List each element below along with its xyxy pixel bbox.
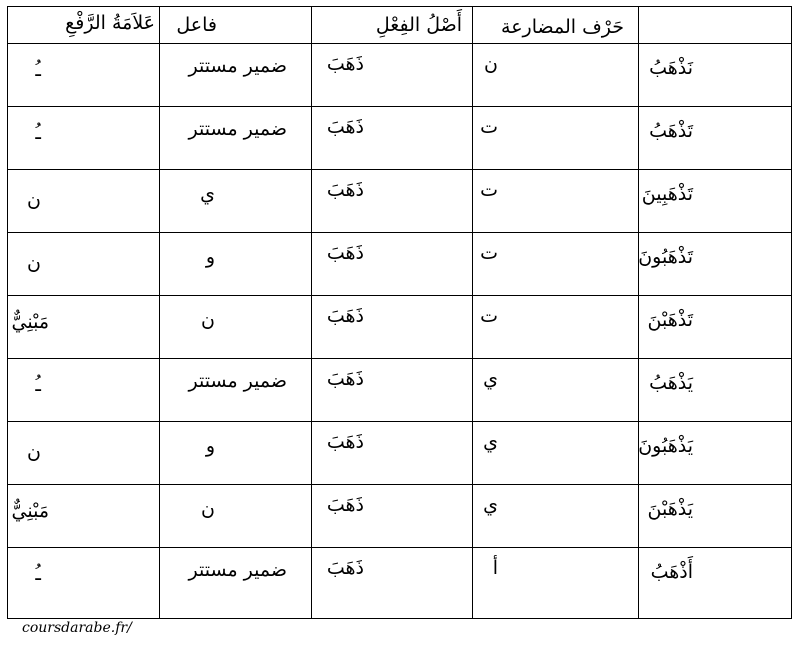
verb-cell: يَذْهَبُونَ xyxy=(639,422,792,485)
prefix-cell: ن xyxy=(473,44,639,107)
table-row xyxy=(8,548,792,619)
root-cell: ذَهَبَ xyxy=(312,107,473,170)
prefix-cell: ي xyxy=(473,422,639,485)
mark-cell: ـُ xyxy=(8,44,160,107)
verb-cell: أَذْهَبُ xyxy=(639,548,792,619)
mark-cell: ن xyxy=(8,170,160,233)
header-subject: فاعل xyxy=(160,7,312,44)
table-row xyxy=(8,170,792,233)
table-row xyxy=(8,485,792,548)
root-cell: ذَهَبَ xyxy=(312,296,473,359)
verb-cell: تَذْهَبِينَ xyxy=(639,170,792,233)
mark-cell: ن xyxy=(8,233,160,296)
subject-cell: ضمير مستتر xyxy=(160,44,312,107)
prefix-cell: ت xyxy=(473,233,639,296)
header-mark: عَلاَمَةُ الرَّفْعِ xyxy=(8,7,160,44)
verb-cell: تَذْهَبُ xyxy=(639,107,792,170)
header-prefix: حَرْف المضارعة xyxy=(473,7,639,44)
mark-cell: ـُ xyxy=(8,359,160,422)
mark-cell: مَبْنِيٌّ xyxy=(8,485,160,548)
verb-cell: تَذْهَبْنَ xyxy=(639,296,792,359)
subject-cell: و xyxy=(160,422,312,485)
root-cell: ذَهَبَ xyxy=(312,359,473,422)
prefix-cell: ت xyxy=(473,296,639,359)
site-credit: coursdarabe.fr/ xyxy=(22,620,132,636)
mark-cell: ـُ xyxy=(8,548,160,619)
prefix-cell: ي xyxy=(473,359,639,422)
subject-cell: و xyxy=(160,233,312,296)
subject-cell: ن xyxy=(160,296,312,359)
verb-cell: يَذْهَبْنَ xyxy=(639,485,792,548)
header-row xyxy=(8,7,792,44)
subject-cell: ي xyxy=(160,170,312,233)
verb-cell: نَذْهَبُ xyxy=(639,44,792,107)
mark-cell: ـُ xyxy=(8,107,160,170)
table-row xyxy=(8,233,792,296)
subject-cell: ضمير مستتر xyxy=(160,548,312,619)
table-row xyxy=(8,359,792,422)
header-verb xyxy=(639,7,792,44)
table-row xyxy=(8,422,792,485)
subject-cell: ن xyxy=(160,485,312,548)
root-cell: ذَهَبَ xyxy=(312,485,473,548)
root-cell: ذَهَبَ xyxy=(312,44,473,107)
subject-cell: ضمير مستتر xyxy=(160,359,312,422)
prefix-cell: ي xyxy=(473,485,639,548)
conjugation-table xyxy=(7,6,792,619)
table-row xyxy=(8,296,792,359)
mark-cell: ن xyxy=(8,422,160,485)
root-cell: ذَهَبَ xyxy=(312,422,473,485)
subject-cell: ضمير مستتر xyxy=(160,107,312,170)
root-cell: ذَهَبَ xyxy=(312,548,473,619)
header-root: أَصْلُ الفِعْلِ xyxy=(312,7,473,44)
verb-cell: يَذْهَبُ xyxy=(639,359,792,422)
table-row xyxy=(8,107,792,170)
table-row xyxy=(8,44,792,107)
mark-cell: مَبْنِيٌّ xyxy=(8,296,160,359)
root-cell: ذَهَبَ xyxy=(312,170,473,233)
root-cell: ذَهَبَ xyxy=(312,233,473,296)
prefix-cell: ت xyxy=(473,107,639,170)
verb-cell: تَذْهَبُونَ xyxy=(639,233,792,296)
prefix-cell: أ xyxy=(473,548,639,619)
prefix-cell: ت xyxy=(473,170,639,233)
